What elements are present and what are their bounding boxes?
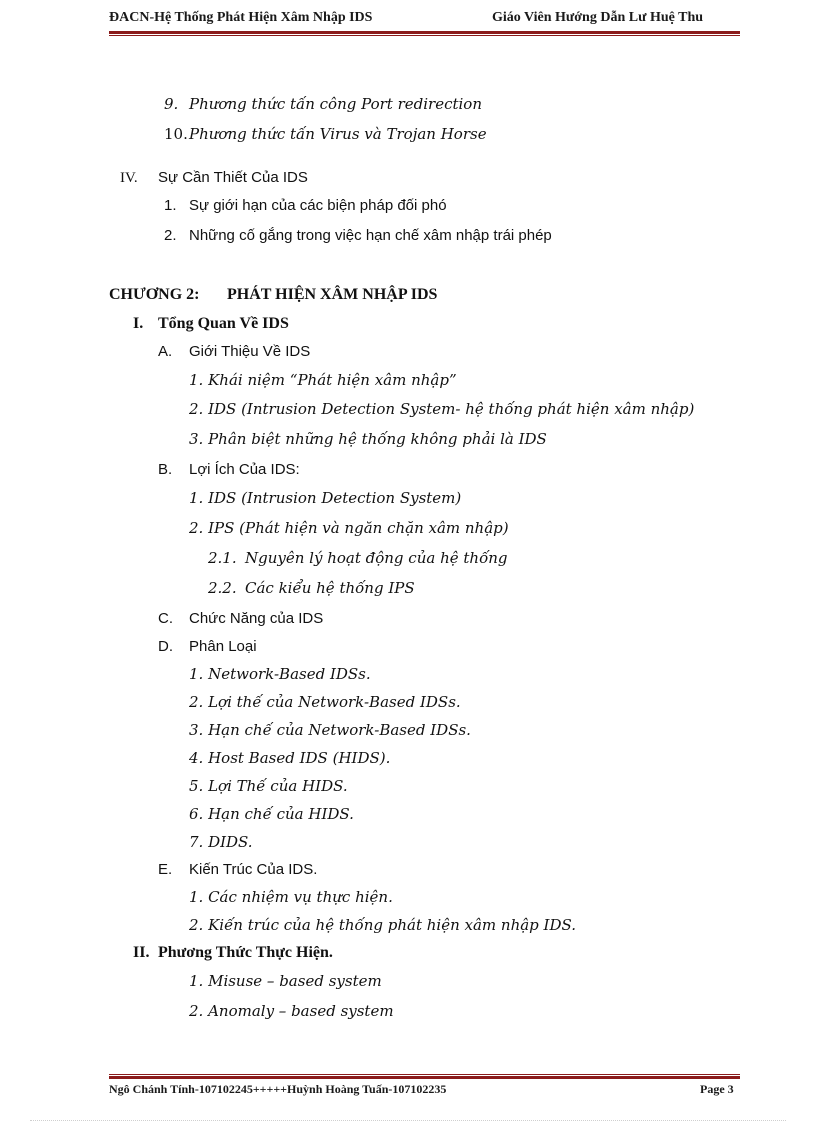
toc-line: 5. Lợi Thế của HIDS.	[189, 777, 348, 795]
toc-text: Những cố gắng trong việc hạn chế xâm nhập trái phép	[189, 227, 552, 244]
section-title: Phương Thức Thực Hiện.	[158, 944, 333, 961]
toc-line: 2. Anomaly – based system	[189, 1002, 394, 1020]
toc-text: Phương thức tấn Virus và Trojan Horse	[189, 125, 487, 143]
toc-text: Kiến Trúc Của IDS.	[189, 861, 318, 878]
toc-line: 4. Host Based IDS (HIDS).	[189, 749, 391, 767]
toc-text: Sự giới hạn của các biện pháp đối phó	[189, 197, 447, 214]
toc-line: 3. Phân biệt những hệ thống không phải là IDS	[189, 430, 547, 448]
toc-line: 7. DIDS.	[189, 833, 253, 851]
toc-text: Lợi Ích Của IDS:	[189, 461, 300, 478]
toc-number: B.	[158, 461, 173, 478]
toc-number: IV.	[120, 170, 138, 186]
footer-rule-thin	[109, 1074, 740, 1075]
header-title-right: Giáo Viên Hướng Dẫn Lư Huệ Thu	[492, 10, 704, 25]
footer-rule-thick	[109, 1076, 740, 1079]
header-rule-thin	[109, 35, 740, 36]
toc-text: Các kiểu hệ thống IPS	[245, 579, 415, 597]
toc-number: 2.2.	[208, 579, 237, 597]
toc-number: D.	[158, 638, 173, 655]
toc-number: 10.	[164, 125, 188, 143]
toc-text: Sự Cần Thiết Của IDS	[158, 169, 308, 186]
toc-line: 2. Kiến trúc của hệ thống phát hiện xâm nhập IDS.	[189, 916, 576, 934]
section-title: Tổng Quan Về IDS	[158, 315, 289, 332]
toc-text: Phân Loại	[189, 638, 257, 655]
toc-number: E.	[158, 861, 173, 878]
header-title-left: ĐACN-Hệ Thống Phát Hiện Xâm Nhập IDS	[109, 10, 373, 25]
toc-number: C.	[158, 610, 173, 627]
section-number: I.	[133, 315, 144, 332]
toc-number: 1.	[164, 197, 177, 214]
toc-line: 6. Hạn chế của HIDS.	[189, 805, 354, 823]
toc-number: A.	[158, 343, 173, 360]
toc-text: Phương thức tấn công Port redirection	[189, 95, 482, 113]
toc-number: 9.	[164, 95, 179, 113]
section-number: II.	[133, 944, 150, 961]
toc-line: 2. IDS (Intrusion Detection System- hệ thống phát hiện xâm nhập)	[189, 400, 695, 418]
toc-line: 1. IDS (Intrusion Detection System)	[189, 489, 462, 507]
footer-authors: Ngô Chánh Tính-107102245+++++Huỳnh Hoàng Tuấn-107102235	[109, 1082, 447, 1096]
toc-line: 1. Network-Based IDSs.	[189, 665, 371, 683]
chapter-title: PHÁT HIỆN XÂM NHẬP IDS	[227, 286, 438, 303]
toc-number: 2.1.	[208, 549, 237, 567]
toc-line: 2. IPS (Phát hiện và ngăn chặn xâm nhập)	[189, 519, 509, 537]
page-number: Page 3	[700, 1082, 734, 1096]
toc-text: Chức Năng của IDS	[189, 610, 324, 627]
header-rule-thick	[109, 31, 740, 34]
toc-number: 2.	[164, 227, 177, 244]
toc-line: 1. Khái niệm “Phát hiện xâm nhập”	[189, 371, 457, 389]
toc-text: Nguyên lý hoạt động của hệ thống	[245, 549, 508, 567]
toc-line: 3. Hạn chế của Network-Based IDSs.	[189, 721, 471, 739]
chapter-number: CHƯƠNG 2:	[109, 286, 200, 303]
toc-text: Giới Thiệu Về IDS	[189, 343, 311, 360]
toc-line: 1. Misuse – based system	[189, 972, 382, 990]
page-edge-divider	[30, 1120, 786, 1121]
toc-line: 2. Lợi thế của Network-Based IDSs.	[189, 693, 461, 711]
toc-line: 1. Các nhiệm vụ thực hiện.	[189, 888, 393, 906]
